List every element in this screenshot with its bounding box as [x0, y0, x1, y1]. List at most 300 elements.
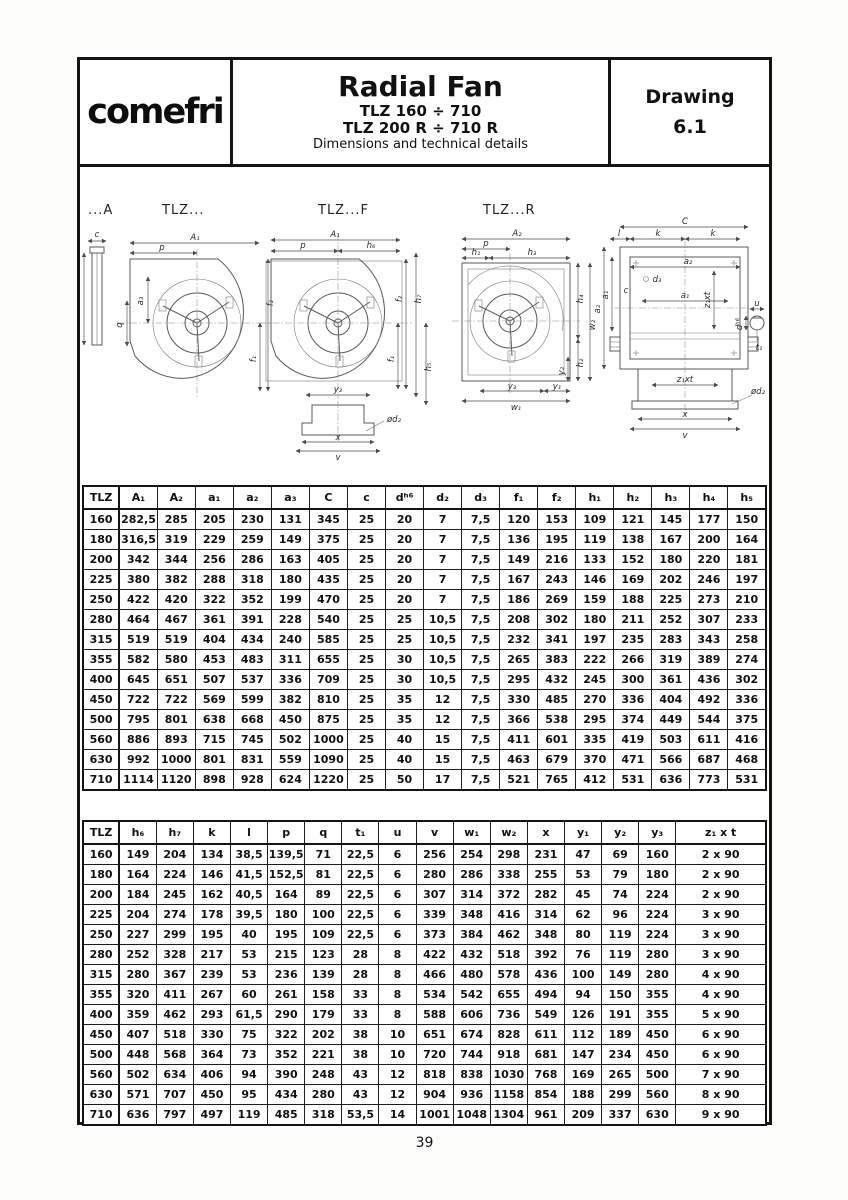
table-cell: 585	[309, 630, 347, 650]
table-cell: 280	[305, 1085, 342, 1105]
table-cell: 225	[83, 905, 119, 925]
table-cell: 25	[347, 550, 385, 570]
table-cell: 468	[728, 750, 766, 770]
table-cell: 25	[386, 630, 424, 650]
table-cell: 382	[271, 690, 309, 710]
table-cell: 40	[386, 750, 424, 770]
table-cell: 10,5	[424, 670, 462, 690]
column-header: h₂	[614, 486, 652, 509]
svg-text:f₁: f₁	[387, 355, 397, 363]
table-cell: 416	[728, 730, 766, 750]
table-cell: 47	[565, 844, 602, 865]
table-cell: 1090	[309, 750, 347, 770]
table-row	[83, 610, 766, 630]
table-cell: 519	[119, 630, 157, 650]
table-cell: 436	[690, 670, 728, 690]
table-cell: 918	[490, 1045, 527, 1065]
table-cell: 992	[119, 750, 157, 770]
table-cell: 131	[271, 509, 309, 530]
table-cell: 411	[500, 730, 538, 750]
table-cell: 147	[565, 1045, 602, 1065]
table-cell: 15	[424, 730, 462, 750]
column-header: h₇	[156, 821, 193, 844]
table-cell: 119	[231, 1105, 268, 1126]
table-cell: 407	[119, 1025, 156, 1045]
table-cell: 146	[193, 865, 230, 885]
column-header: h₃	[652, 486, 690, 509]
column-header: w₁	[453, 821, 490, 844]
table-cell: 146	[576, 570, 614, 590]
table-cell: 542	[453, 985, 490, 1005]
table-cell: 342	[119, 550, 157, 570]
table-cell: 302	[538, 610, 576, 630]
table-cell: 422	[416, 945, 453, 965]
title-range-1: TLZ 160 ÷ 710	[359, 101, 482, 120]
table-cell: 8 x 90	[676, 1085, 766, 1105]
svg-text:k: k	[710, 229, 716, 239]
table-row	[83, 509, 766, 530]
table-cell: 466	[416, 965, 453, 985]
table-cell: 20	[386, 530, 424, 550]
column-header: c	[347, 486, 385, 509]
table-cell: 651	[157, 670, 195, 690]
table-cell: 1000	[157, 750, 195, 770]
table-cell: 267	[193, 985, 230, 1005]
table-cell: 152,5	[268, 865, 305, 885]
table-cell: 245	[156, 885, 193, 905]
table-cell: 432	[538, 670, 576, 690]
svg-text:k: k	[655, 229, 661, 239]
table-cell: 7,5	[462, 630, 500, 650]
table-cell: 280	[83, 610, 119, 630]
table-cell: 162	[193, 885, 230, 905]
table-cell: 235	[614, 630, 652, 650]
table-cell: 186	[500, 590, 538, 610]
column-header: a₁	[195, 486, 233, 509]
title-box	[233, 60, 608, 164]
table-cell: 286	[233, 550, 271, 570]
table-cell: 400	[83, 670, 119, 690]
svg-text:a₃: a₃	[136, 296, 146, 306]
svg-text:w₁: w₁	[510, 403, 522, 413]
caption-tlz: TLZ...	[162, 203, 205, 218]
table-cell: 25	[347, 570, 385, 590]
dimension-table-2-wrapper	[82, 820, 767, 1126]
table-cell: 768	[527, 1065, 564, 1085]
table-cell: 10,5	[424, 630, 462, 650]
table-cell: 240	[271, 630, 309, 650]
table-cell: 375	[309, 530, 347, 550]
table-cell: 606	[453, 1005, 490, 1025]
table-cell: 259	[233, 530, 271, 550]
table-cell: 6 x 90	[676, 1045, 766, 1065]
table-cell: 25	[347, 530, 385, 550]
table-cell: 188	[565, 1085, 602, 1105]
logo-box	[80, 60, 233, 164]
table-cell: 60	[231, 985, 268, 1005]
table-cell: 375	[728, 710, 766, 730]
table-cell: 100	[305, 905, 342, 925]
table-cell: 559	[271, 750, 309, 770]
table-cell: 722	[157, 690, 195, 710]
table-cell: 243	[538, 570, 576, 590]
table-cell: 224	[639, 905, 676, 925]
svg-text:h₄: h₄	[576, 294, 586, 304]
column-header: t₁	[342, 821, 379, 844]
table-cell: 41,5	[231, 865, 268, 885]
table-cell: 316,5	[119, 530, 157, 550]
table-cell: 35	[386, 710, 424, 730]
table-cell: 715	[195, 730, 233, 750]
svg-text:d₃: d₃	[652, 275, 662, 285]
table-cell: 10,5	[424, 650, 462, 670]
table-cell: 560	[83, 1065, 119, 1085]
table-cell: 282	[527, 885, 564, 905]
table-cell: 149	[500, 550, 538, 570]
table-cell: 266	[614, 650, 652, 670]
column-header: h₆	[119, 821, 156, 844]
table-cell: 9 x 90	[676, 1105, 766, 1126]
caption-tlz-r: TLZ...R	[483, 203, 536, 218]
table-cell: 71	[305, 844, 342, 865]
table-cell: 450	[193, 1085, 230, 1105]
table-cell: 568	[156, 1045, 193, 1065]
table-cell: 150	[602, 985, 639, 1005]
table-cell: 178	[193, 905, 230, 925]
table-cell: 61,5	[231, 1005, 268, 1025]
table-cell: 687	[690, 750, 728, 770]
table-cell: 204	[119, 905, 156, 925]
svg-text:u: u	[754, 299, 760, 309]
table-cell: 432	[453, 945, 490, 965]
table-cell: 236	[268, 965, 305, 985]
table-cell: 73	[231, 1045, 268, 1065]
table-cell: 521	[500, 770, 538, 791]
table-cell: 274	[728, 650, 766, 670]
table-cell: 160	[83, 509, 119, 530]
table-cell: 158	[305, 985, 342, 1005]
table-cell: 6	[379, 905, 416, 925]
table-cell: 450	[639, 1045, 676, 1065]
column-header: f₂	[538, 486, 576, 509]
table-cell: 348	[527, 925, 564, 945]
table-cell: 112	[565, 1025, 602, 1045]
table-cell: 20	[386, 509, 424, 530]
table-cell: 40,5	[231, 885, 268, 905]
table-cell: 20	[386, 570, 424, 590]
table-cell: 405	[309, 550, 347, 570]
table-cell: 382	[157, 570, 195, 590]
table-cell: 288	[195, 570, 233, 590]
table-cell: 392	[527, 945, 564, 965]
table-cell: 436	[527, 965, 564, 985]
table-cell: 80	[565, 925, 602, 945]
table-cell: 152	[614, 550, 652, 570]
table-cell: 361	[652, 670, 690, 690]
table-cell: 601	[538, 730, 576, 750]
table-cell: 12	[424, 710, 462, 730]
table-cell: 94	[565, 985, 602, 1005]
table-cell: 707	[156, 1085, 193, 1105]
table-cell: 341	[538, 630, 576, 650]
table-cell: 96	[602, 905, 639, 925]
table-cell: 2 x 90	[676, 844, 766, 865]
table-cell: 195	[193, 925, 230, 945]
drawing-word: Drawing	[645, 86, 735, 108]
table-cell: 280	[639, 965, 676, 985]
table-cell: 544	[690, 710, 728, 730]
table-cell: 17	[424, 770, 462, 791]
table-cell: 8	[379, 1005, 416, 1025]
drawing-number: 6.1	[673, 116, 707, 138]
table-cell: 361	[195, 610, 233, 630]
drawing-number-box	[608, 60, 769, 164]
svg-text:a₁: a₁	[680, 291, 690, 301]
table-cell: 709	[309, 670, 347, 690]
table-cell: 7	[424, 590, 462, 610]
table-cell: 722	[119, 690, 157, 710]
table-cell: 133	[576, 550, 614, 570]
table-cell: 898	[195, 770, 233, 791]
svg-text:f₂: f₂	[395, 295, 405, 303]
table-row	[83, 770, 766, 791]
table-cell: 159	[576, 590, 614, 610]
table-cell: 189	[602, 1025, 639, 1045]
table-cell: 200	[83, 550, 119, 570]
table-cell: 1158	[490, 1085, 527, 1105]
table-cell: 7,5	[462, 570, 500, 590]
table-cell: 205	[195, 509, 233, 530]
table-cell: 3 x 90	[676, 945, 766, 965]
table-cell: 7,5	[462, 690, 500, 710]
column-header: C	[309, 486, 347, 509]
table-cell: 404	[652, 690, 690, 710]
table-cell: 330	[193, 1025, 230, 1045]
table-cell: 200	[83, 885, 119, 905]
table-cell: 566	[652, 750, 690, 770]
svg-text:a₂: a₂	[593, 304, 603, 314]
svg-text:z₁xt: z₁xt	[703, 291, 713, 309]
table-cell: 471	[614, 750, 652, 770]
svg-text:h₅: h₅	[424, 362, 434, 372]
table-cell: 494	[527, 985, 564, 1005]
table-cell: 745	[233, 730, 271, 750]
table-cell: 280	[83, 945, 119, 965]
title-range-2: TLZ 200 R ÷ 710 R	[342, 119, 499, 138]
svg-text:t₁: t₁	[755, 343, 763, 353]
fan-dimension-drawing	[80, 164, 769, 487]
table-cell: 164	[728, 530, 766, 550]
table-cell: 30	[386, 650, 424, 670]
table-cell: 7	[424, 570, 462, 590]
svg-text:a₂: a₂	[683, 257, 693, 267]
table-cell: 231	[527, 844, 564, 865]
table-cell: 120	[500, 509, 538, 530]
table-cell: 53	[231, 945, 268, 965]
table-cell: 801	[157, 710, 195, 730]
table-cell: 3 x 90	[676, 925, 766, 945]
table-cell: 765	[538, 770, 576, 791]
table-cell: 336	[271, 670, 309, 690]
table-cell: 328	[156, 945, 193, 965]
table-cell: 233	[728, 610, 766, 630]
table-cell: 773	[690, 770, 728, 791]
svg-text:h₂: h₂	[576, 358, 586, 368]
table-cell: 450	[271, 710, 309, 730]
table-row	[83, 550, 766, 570]
table-cell: 370	[576, 750, 614, 770]
table-cell: 372	[490, 885, 527, 905]
table-cell: 6	[379, 885, 416, 905]
table-cell: 250	[83, 590, 119, 610]
page-frame	[77, 57, 772, 1125]
table-cell: 854	[527, 1085, 564, 1105]
table-cell: 89	[305, 885, 342, 905]
table-cell: 227	[119, 925, 156, 945]
table-cell: 7,5	[462, 670, 500, 690]
dimension-table-1	[82, 485, 767, 791]
table-cell: 315	[83, 630, 119, 650]
table-cell: 221	[305, 1045, 342, 1065]
table-cell: 202	[652, 570, 690, 590]
table-header-row	[83, 821, 766, 844]
table-cell: 355	[639, 1005, 676, 1025]
table-cell: 181	[728, 550, 766, 570]
table-row	[83, 1065, 766, 1085]
table-cell: 818	[416, 1065, 453, 1085]
svg-text:x: x	[335, 433, 341, 443]
table-cell: 450	[639, 1025, 676, 1045]
table-row	[83, 630, 766, 650]
column-header: y₁	[565, 821, 602, 844]
table-cell: 298	[490, 844, 527, 865]
table-cell: 123	[305, 945, 342, 965]
column-header: u	[379, 821, 416, 844]
table-cell: 322	[268, 1025, 305, 1045]
table-cell: 500	[83, 1045, 119, 1065]
column-header: v	[416, 821, 453, 844]
table-cell: 636	[652, 770, 690, 791]
table-cell: 1220	[309, 770, 347, 791]
table-cell: 12	[424, 690, 462, 710]
table-cell: 315	[83, 965, 119, 985]
table-cell: 224	[639, 925, 676, 945]
table-cell: 225	[83, 570, 119, 590]
table-cell: 580	[157, 650, 195, 670]
table-cell: 6 x 90	[676, 1025, 766, 1045]
table-cell: 20	[386, 550, 424, 570]
table-cell: 828	[490, 1025, 527, 1045]
column-header: h₄	[690, 486, 728, 509]
table-cell: 94	[231, 1065, 268, 1085]
table-cell: 638	[195, 710, 233, 730]
table-cell: 229	[195, 530, 233, 550]
table-row	[83, 1045, 766, 1065]
table-cell: 435	[309, 570, 347, 590]
table-cell: 936	[453, 1085, 490, 1105]
table-cell: 164	[119, 865, 156, 885]
table-cell: 1001	[416, 1105, 453, 1126]
column-header: h₅	[728, 486, 766, 509]
table-cell: 314	[527, 905, 564, 925]
table-cell: 184	[119, 885, 156, 905]
table-cell: 736	[490, 1005, 527, 1025]
table-cell: 391	[233, 610, 271, 630]
table-cell: 345	[309, 509, 347, 530]
table-cell: 502	[271, 730, 309, 750]
table-cell: 318	[305, 1105, 342, 1126]
table-cell: 412	[576, 770, 614, 791]
table-cell: 282,5	[119, 509, 157, 530]
table-cell: 126	[565, 1005, 602, 1025]
table-cell: 74	[602, 885, 639, 905]
table-cell: 25	[347, 650, 385, 670]
table-cell: 4 x 90	[676, 985, 766, 1005]
table-cell: 10,5	[424, 610, 462, 630]
column-header: y₃	[639, 821, 676, 844]
table-cell: 8	[379, 985, 416, 1005]
table-cell: 450	[83, 1025, 119, 1045]
table-cell: 419	[614, 730, 652, 750]
table-cell: 215	[268, 945, 305, 965]
table-cell: 383	[538, 650, 576, 670]
table-cell: 449	[652, 710, 690, 730]
table-cell: 169	[565, 1065, 602, 1085]
table-cell: 537	[233, 670, 271, 690]
table-cell: 283	[652, 630, 690, 650]
svg-text:p: p	[159, 243, 165, 253]
column-header: d₃	[462, 486, 500, 509]
table-cell: 5 x 90	[676, 1005, 766, 1025]
table-cell: 904	[416, 1085, 453, 1105]
table-cell: 7,5	[462, 509, 500, 530]
table-cell: 197	[728, 570, 766, 590]
caption-tlz-f: TLZ...F	[318, 203, 369, 218]
table-cell: 25	[347, 690, 385, 710]
table-cell: 252	[119, 945, 156, 965]
table-cell: 209	[565, 1105, 602, 1126]
table-cell: 180	[271, 570, 309, 590]
table-cell: 153	[538, 509, 576, 530]
table-row	[83, 670, 766, 690]
svg-text:w₂: w₂	[588, 319, 598, 331]
table-cell: 531	[614, 770, 652, 791]
table-cell: 280	[119, 965, 156, 985]
svg-text:a₁: a₁	[601, 290, 611, 300]
table-cell: 217	[193, 945, 230, 965]
table-cell: 420	[157, 590, 195, 610]
table-cell: 39,5	[231, 905, 268, 925]
table-cell: 33	[342, 1005, 379, 1025]
table-cell: 540	[309, 610, 347, 630]
table-cell: 220	[690, 550, 728, 570]
table-cell: 374	[614, 710, 652, 730]
table-cell: 355	[83, 985, 119, 1005]
table-cell: 1048	[453, 1105, 490, 1126]
table-cell: 1304	[490, 1105, 527, 1126]
table-cell: 485	[268, 1105, 305, 1126]
table-cell: 355	[83, 650, 119, 670]
svg-text:c: c	[623, 286, 629, 296]
svg-text:y₁: y₁	[552, 382, 562, 392]
table-cell: 95	[231, 1085, 268, 1105]
column-header: f₁	[500, 486, 538, 509]
svg-text:y₂: y₂	[557, 366, 567, 376]
table-cell: 285	[157, 509, 195, 530]
svg-text:A₁: A₁	[330, 230, 340, 240]
table-cell: 25	[347, 730, 385, 750]
table-cell: 145	[652, 509, 690, 530]
